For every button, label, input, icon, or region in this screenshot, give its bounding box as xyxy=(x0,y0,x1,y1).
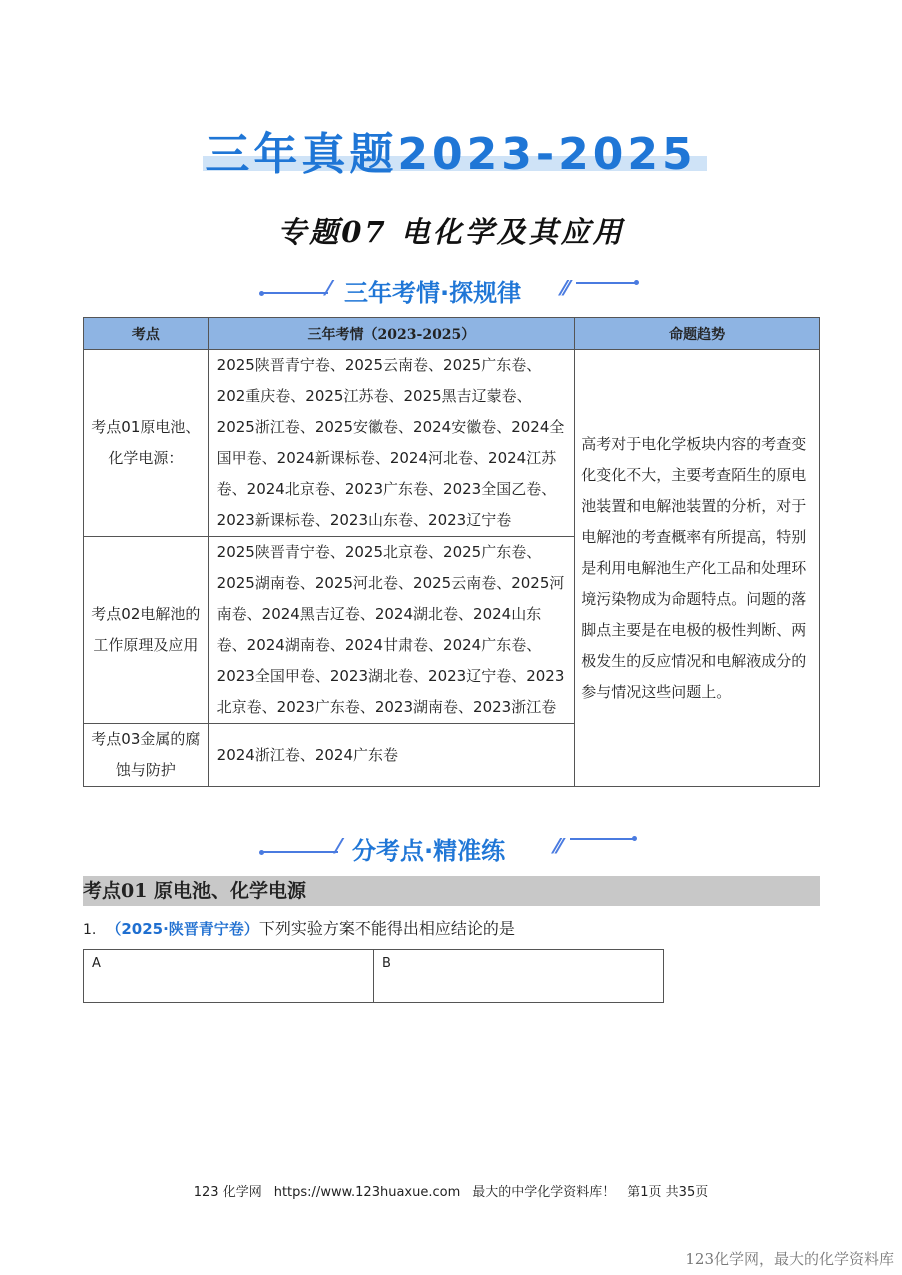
option-b: B xyxy=(374,950,664,1003)
section-header-trends xyxy=(0,270,902,310)
exam-trend-table xyxy=(83,317,820,787)
header-cell: 命题趋势 xyxy=(575,318,820,350)
footer-slogan: 最大的中学化学资料库！ xyxy=(472,1185,616,1200)
decor-line-left xyxy=(262,292,328,294)
point-cell: 考点02电解池的工作原理及应用 xyxy=(84,537,209,724)
papers-cell: 2025陕晋青宁卷、2025云南卷、2025广东卷、202重庆卷、2025江苏卷、2025黑吉辽蒙卷、2025浙江卷、2025安徽卷、2024安徽卷、2024全国甲卷、2024新课标卷、2024河北卷、2024江苏卷、2024北京卷、2023广东卷、2023全国乙卷、2023新课标卷、2023山东卷、2023辽宁卷 xyxy=(208,350,575,537)
question-number: 1. xyxy=(83,922,97,938)
point-cell: 考点03金属的腐蚀与防护 xyxy=(84,724,209,787)
papers-cell: 2024浙江卷、2024广东卷 xyxy=(208,724,575,787)
topic-title: 专题07 电化学及其应用 xyxy=(277,215,625,249)
point-cell: 考点01原电池、化学电源： xyxy=(84,350,209,537)
footer-page: 第1页 共35页 xyxy=(627,1185,709,1200)
section-title: 分考点·精准练 xyxy=(352,837,506,865)
options-table xyxy=(83,949,664,1003)
footer-site: 123 化学网 xyxy=(193,1185,262,1200)
trend-cell: 高考对于电化学板块内容的考查变化变化不大，主要考查陌生的原电池装置和电解池装置的分析，对于电解池的考查概率有所提高，特别是利用电解池生产化工品和处理环境污染物成为命题特点。问题的落脚点主要是在电极的极性判断、两极发生的反应情况和电解液成分的参与情况这些问题上。 xyxy=(575,350,820,787)
watermark: 123化学网，最大的化学资料库 xyxy=(685,1250,894,1268)
table-header-row xyxy=(84,318,820,350)
banner-title: 三年真题2023-2025 xyxy=(205,129,697,180)
decor-line-right xyxy=(570,838,634,840)
slash-icon: ⁄⁄ xyxy=(555,834,562,858)
slash-icon: ⁄⁄ xyxy=(562,276,569,300)
papers-cell: 2025陕晋青宁卷、2025北京卷、2025广东卷、2025湖南卷、2025河北卷、2025云南卷、2025河南卷、2024黑吉辽卷、2024湖北卷、2024山东卷、2024湖南卷、2024甘肃卷、2024广东卷、2023全国甲卷、2023湖北卷、2023辽宁卷、2023北京卷、2023广东卷、2023湖南卷、2023浙江卷 xyxy=(208,537,575,724)
option-a: A xyxy=(84,950,374,1003)
header-cell: 三年考情（2023-2025） xyxy=(208,318,575,350)
question-1 xyxy=(83,916,515,939)
header-cell: 考点 xyxy=(84,318,209,350)
section-header-practice xyxy=(0,826,902,866)
table-row xyxy=(84,350,820,537)
slash-icon: ⁄ xyxy=(337,834,341,858)
slash-icon: ⁄ xyxy=(327,276,331,300)
footer-url: https://www.123huaxue.com xyxy=(273,1185,461,1200)
section-title: 三年考情·探规律 xyxy=(344,279,522,307)
decor-line-left xyxy=(262,851,338,853)
question-source: （2025·陕晋青宁卷） xyxy=(106,920,259,938)
line-dot-icon xyxy=(632,836,637,841)
decor-line-right xyxy=(576,282,636,284)
kaodian-heading: 考点01 原电池、化学电源 xyxy=(83,876,820,906)
line-dot-icon xyxy=(634,280,639,285)
page-footer xyxy=(0,1181,902,1200)
question-text: 下列实验方案不能得出相应结论的是 xyxy=(258,919,515,938)
table-row xyxy=(84,950,664,1003)
